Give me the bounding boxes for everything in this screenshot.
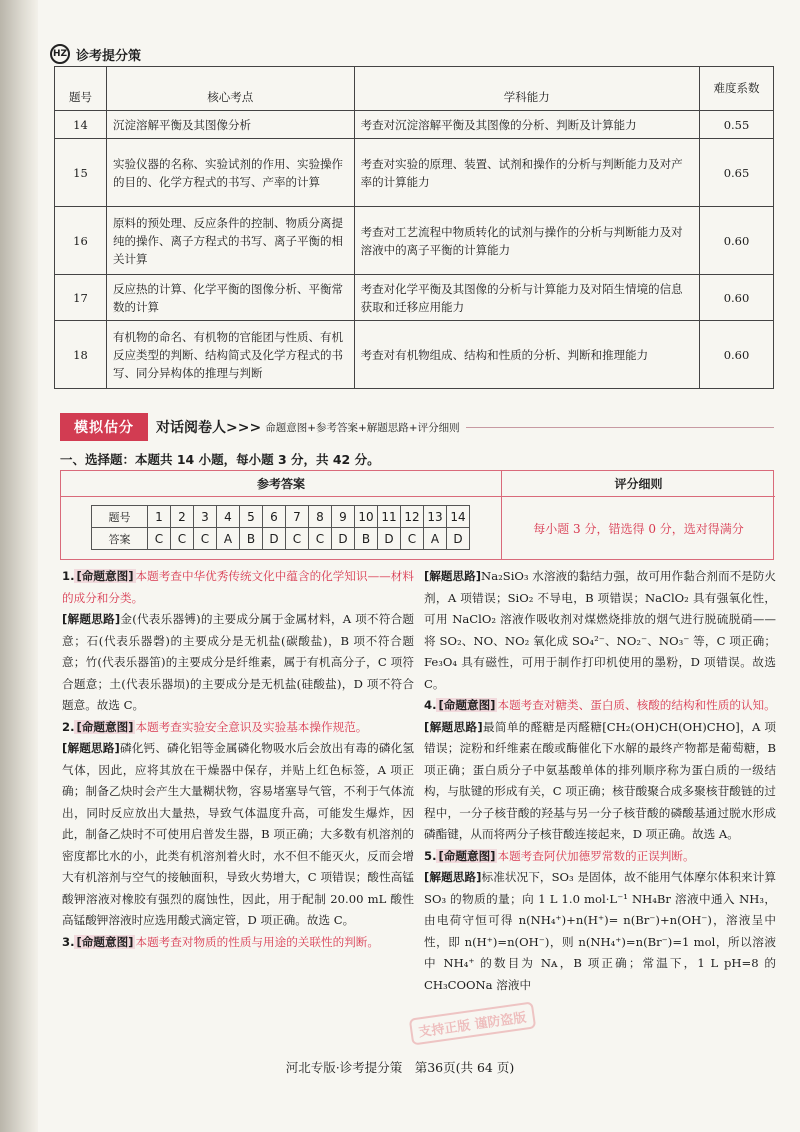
- table-cell: 15: [55, 139, 107, 207]
- solution-text: 标准状况下，SO₃ 是固体，故不能用气体摩尔体积来计算 SO₃ 的物质的量；向 1 L 1.0 mol·L⁻¹ NH₄Br 溶液中通入 NH₃，由电荷守恒可得 n(NH₄⁺)+n(H⁺)= n(Br⁻)+n(OH⁻)，溶液呈中性，即 n(H⁺)=n(OH⁻)，则 n(NH₄⁺)=n(Br⁻)=1 mol，所以溶液中 NH₄⁺ 的数目为 Nᴀ，B 项正确；常温下，1 L pH=8 的 CH₃COONa 溶液中: [424, 870, 776, 992]
- grading-rule: 每小题 3 分，错选得 0 分，选对得满分: [501, 497, 775, 559]
- table-cell: 16: [55, 207, 107, 275]
- solution-text: 金(代表乐器镈)的主要成分属于金属材料，A 项不符合题意；石(代表乐器磬)的主要成分是无机盐(碳酸盐)，B 项不符合题意；竹(代表乐器笛)的主要成分是纤维素，属于有机高分子，C 项符合题意；土(代表乐器埙)的主要成分是无机盐(硅酸盐)，D 项不符合题意。故选 C。: [62, 612, 414, 712]
- solution-tag: [解题思路]: [424, 569, 482, 583]
- reference-answer-heading: 参考答案: [256, 477, 305, 491]
- table-cell: 0.60: [700, 207, 774, 275]
- intent-tag: [命题意图]: [76, 719, 134, 734]
- right-column: [424, 566, 776, 996]
- table-cell: 0.65: [700, 139, 774, 207]
- table-cell: 实验仪器的名称、实验试剂的作用、实验操作的目的、化学方程式的书写、产率的计算: [106, 139, 354, 207]
- answer-letter: C: [148, 528, 171, 550]
- question-number: 7: [286, 506, 309, 528]
- intent-text: 本题考查中华优秀传统文化中蕴含的化学知识——材料的成分和分类。: [62, 569, 414, 605]
- page-footer: 河北专版·诊考提分策 第36页(共 64 页): [285, 1060, 515, 1075]
- table-cell: 考查对有机物组成、结构和性质的分析、判断和推理能力: [354, 321, 699, 389]
- table-cell: 考查对沉淀溶解平衡及其图像的分析、判断及计算能力: [354, 111, 699, 139]
- answer-letter: C: [194, 528, 217, 550]
- question-number-label: 5.: [424, 848, 437, 863]
- answer-box: [60, 470, 774, 560]
- question-number: 4: [217, 506, 240, 528]
- intent-text: 本题考查对物质的性质与用途的关联性的判断。: [135, 934, 379, 949]
- intent-paragraph: [424, 695, 776, 717]
- intent-paragraph: [62, 932, 414, 954]
- table-row: [55, 321, 774, 389]
- answer-number-row: [92, 506, 470, 528]
- answer-letter: C: [309, 528, 332, 550]
- solution-tag: [解题思路]: [62, 612, 121, 626]
- solution-text: Na₂SiO₃ 水溶液的黏结力强，故可用作黏合剂而不是防火剂，A 项错误；SiO₂ 不导电，B 项错误；NaClO₂ 具有强氧化性，可用 NaClO₂ 溶液作吸收剂对煤燃烧排放的烟气进行脱硫脱硝——将 SO₂、NO、NO₂ 氧化成 SO₄²⁻、NO₂⁻、NO₃⁻ 等，C 项正确；Fe₃O₄ 具有磁性，可用于制作打印机使用的墨粉，D 项错误。故选 C。: [424, 569, 776, 691]
- table-header-row: [55, 67, 774, 111]
- intent-text: 本题考查对糖类、蛋白质、核酸的结构和性质的认知。: [497, 698, 776, 712]
- intent-text: 本题考查实验安全意识及实验基本操作规范。: [135, 719, 368, 734]
- left-column: [62, 566, 414, 953]
- brand-logo-icon: HZ: [50, 44, 70, 64]
- answer-letter: B: [240, 528, 263, 550]
- question-number-label: 1.: [62, 569, 75, 583]
- question-number: 13: [424, 506, 447, 528]
- intent-tag: [命题意图]: [438, 698, 496, 712]
- intent-text: 本题考查阿伏加德罗常数的正误判断。: [497, 848, 695, 863]
- solution-paragraph: [62, 609, 414, 717]
- table-cell: 0.60: [700, 321, 774, 389]
- solution-text: 磷化钙、磷化铝等金属磷化物吸水后会放出有毒的磷化氢气体，因此，应将其放在干燥器中保存，并贴上红色标签，A 项正确；制备乙炔时会产生大量糊状物，容易堵塞导气管，不利于气体流出，同时反应放出大量热，导致气体温度升高，可能发生爆炸，因此，制备乙炔时不可使用启普发生器，B 项正确；大多数有机溶剂的密度都比水的小，此类有机溶剂着火时，水不但不能灭火，反而会增大有机溶剂与空气的接触面积，导致火势增大，C 项错误；酸性高锰酸钾溶液对橡胶有强烈的腐蚀性，因此，用于配制 20.00 mL 酸性高锰酸钾溶液时应选用酸式滴定管，D 项正确。故选 C。: [62, 741, 414, 927]
- answer-letter: A: [217, 528, 240, 550]
- question-number: 9: [332, 506, 355, 528]
- question-number: 3: [194, 506, 217, 528]
- answer-letter: D: [263, 528, 286, 550]
- question-number: 8: [309, 506, 332, 528]
- question-number: 5: [240, 506, 263, 528]
- table-cell: 0.60: [700, 275, 774, 321]
- question-number-label: 4.: [424, 698, 437, 712]
- question-number-label: 2.: [62, 719, 75, 734]
- table-cell: 考查对实验的原理、装置、试剂和操作的分析与判断能力及对产率的计算能力: [354, 139, 699, 207]
- question-number: 10: [355, 506, 378, 528]
- table-cell: 14: [55, 111, 107, 139]
- table-cell: 17: [55, 275, 107, 321]
- table-row: [55, 207, 774, 275]
- banner-subtitle: 命题意图+参考答案+解题思路+评分细则: [265, 421, 460, 434]
- answer-letter-row: [92, 528, 470, 550]
- solution-paragraph: [62, 738, 414, 932]
- table-cell: 有机物的命名、有机物的官能团与性质、有机反应类型的判断、结构简式及化学方程式的书写、同分异构体的推理与判断: [106, 321, 354, 389]
- answer-letter: D: [378, 528, 401, 550]
- section-banner: [60, 413, 774, 441]
- answer-letter: B: [355, 528, 378, 550]
- banner-divider: [466, 427, 774, 428]
- row-label: 答案: [92, 528, 148, 550]
- answer-table: [91, 505, 470, 550]
- solution-paragraph: [424, 717, 776, 846]
- table-row: [55, 111, 774, 139]
- banner-tag: 模拟估分: [60, 413, 148, 441]
- header-cell: 题号: [55, 67, 107, 111]
- question-number: 2: [171, 506, 194, 528]
- question-number-label: 3.: [62, 934, 75, 949]
- section-title: 一、选择题：本题共 14 小题，每小题 3 分，共 42 分。: [60, 452, 380, 467]
- table-cell: 考查对化学平衡及其图像的分析与计算能力及对陌生情境的信息获取和迁移应用能力: [354, 275, 699, 321]
- answer-letter: D: [447, 528, 470, 550]
- header-title: 诊考提分策: [76, 48, 142, 64]
- intent-paragraph: [424, 846, 776, 868]
- table-cell: 沉淀溶解平衡及其图像分析: [106, 111, 354, 139]
- table-cell: 原料的预处理、反应条件的控制、物质分离提纯的操作、离子方程式的书写、离子平衡的相关计算: [106, 207, 354, 275]
- intent-tag: [命题意图]: [76, 934, 134, 949]
- table-row: [55, 275, 774, 321]
- answer-letter: C: [401, 528, 424, 550]
- page-header: [50, 44, 141, 64]
- row-label: 题号: [92, 506, 148, 528]
- table-cell: 18: [55, 321, 107, 389]
- question-number: 11: [378, 506, 401, 528]
- header-cell: 难度系数: [700, 67, 774, 111]
- intent-tag: [命题意图]: [76, 569, 134, 583]
- intent-tag: [命题意图]: [438, 848, 496, 863]
- solution-tag: [解题思路]: [424, 870, 482, 884]
- table-cell: 反应热的计算、化学平衡的图像分析、平衡常数的计算: [106, 275, 354, 321]
- grading-heading: 评分细则: [501, 471, 775, 497]
- table-cell: 0.55: [700, 111, 774, 139]
- question-number: 12: [401, 506, 424, 528]
- banner-title: 对话阅卷人>>>: [156, 420, 262, 436]
- analysis-table: [54, 66, 774, 389]
- solution-tag: [解题思路]: [62, 741, 120, 755]
- question-number: 14: [447, 506, 470, 528]
- intent-paragraph: [62, 717, 414, 739]
- question-number: 1: [148, 506, 171, 528]
- intent-paragraph: [62, 566, 414, 609]
- book-spine-shadow: [0, 0, 38, 1132]
- solution-text: 最简单的醛糖是丙醛糖[CH₂(OH)CH(OH)CHO]，A 项错误；淀粉和纤维素在酸或酶催化下水解的最终产物都是葡萄糖，B 项正确；蛋白质分子中氨基酸单体的排列顺序称为蛋白质的一级结构，与肽键的形成有关，C 项正确；核苷酸聚合成多聚核苷酸链的过程中，一分子核苷酸的羟基与另一分子核苷酸的磷酸基通过脱水形成磷酯键，从而将两分子核苷酸连接起来，D 项正确。故选 A。: [424, 719, 776, 841]
- answer-box-header: [61, 471, 775, 497]
- solution-paragraph: [424, 867, 776, 996]
- answer-letter: C: [286, 528, 309, 550]
- question-number: 6: [263, 506, 286, 528]
- solution-paragraph: [424, 566, 776, 695]
- answer-letter: A: [424, 528, 447, 550]
- solution-tag: [解题思路]: [424, 719, 483, 734]
- answer-letter: D: [332, 528, 355, 550]
- anti-piracy-stamp: 支持正版 谨防盗版: [409, 1001, 536, 1045]
- answer-letter: C: [171, 528, 194, 550]
- header-cell: 核心考点: [106, 67, 354, 111]
- table-cell: 考查对工艺流程中物质转化的试剂与操作的分析与判断能力及对溶液中的离子平衡的计算能力: [354, 207, 699, 275]
- table-row: [55, 139, 774, 207]
- header-cell: 学科能力: [354, 67, 699, 111]
